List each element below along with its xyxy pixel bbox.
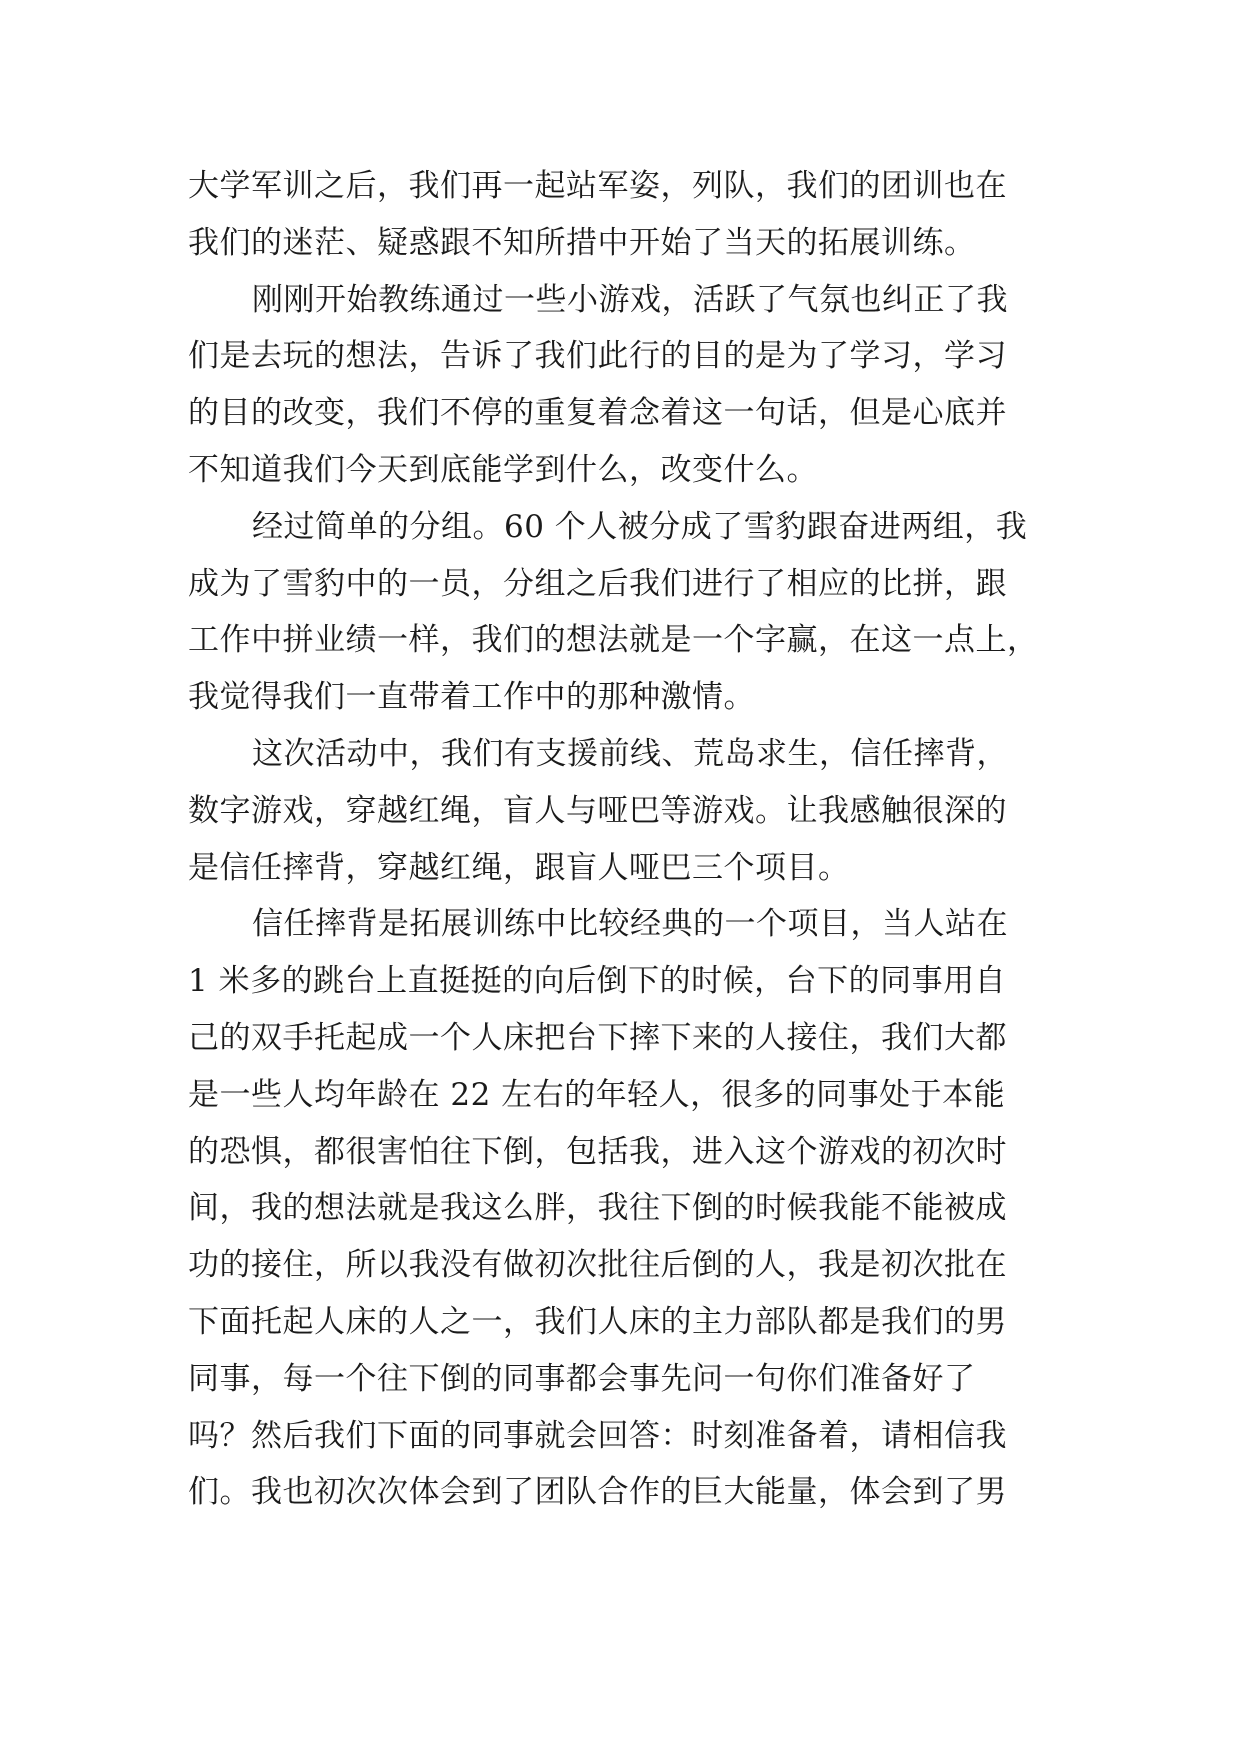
document-body	[188, 158, 1054, 1521]
text-line: 大学军训之后，我们再一起站军姿，列队，我们的团训也在	[188, 168, 1007, 204]
text-line: 功的接住，所以我没有做初次批往后倒的人，我是初次批在	[188, 1247, 1007, 1284]
text-line: 们是去玩的想法，告诉了我们此行的目的是为了学习，学习	[188, 338, 1007, 375]
text-line: 的目的改变，我们不停的重复着念着这一句话，但是心底并	[188, 395, 1007, 432]
text-line: 间，我的想法就是我这么胖，我往下倒的时候我能不能被成	[188, 1190, 1007, 1227]
text-line: 是信任摔背，穿越红绳，跟盲人哑巴三个项目。	[188, 849, 850, 886]
text-line: 的恐惧，都很害怕往下倒，包括我，进入这个游戏的初次时	[188, 1133, 1007, 1170]
text-line: 这次活动中，我们有支援前线、荒岛求生，信任摔背，	[252, 735, 1008, 772]
text-line: 吗？然后我们下面的同事就会回答：时刻准备着，请相信我	[188, 1417, 1007, 1454]
text-line: 数字游戏，穿越红绳，盲人与哑巴等游戏。让我感触很深的	[188, 792, 1007, 829]
text-line: 我觉得我们一直带着工作中的那种激情。	[188, 679, 755, 716]
text-line: 工作中拼业绩一样，我们的想法就是一个字赢，在这一点上，	[188, 622, 1039, 659]
text-line: 刚刚开始教练通过一些小游戏，活跃了气氛也纠正了我	[252, 281, 1008, 318]
text-line: 我们的迷茫、疑惑跟不知所措中开始了当天的拓展训练。	[188, 224, 976, 261]
text-line: 下面托起人床的人之一，我们人床的主力部队都是我们的男	[188, 1303, 1007, 1340]
text-line: 信任摔背是拓展训练中比较经典的一个项目，当人站在	[252, 906, 1008, 943]
text-line: 同事，每一个往下倒的同事都会事先问一句你们准备好了	[188, 1360, 976, 1397]
text-line: 是一些人均年龄在 22 左右的年轻人，很多的同事处于本能	[188, 1076, 1006, 1113]
text-line: 己的双手托起成一个人床把台下摔下来的人接住，我们大都	[188, 1019, 1007, 1056]
text-line: 经过简单的分组。60 个人被分成了雪豹跟奋进两组，我	[252, 508, 1028, 545]
text-line: 们。我也初次次体会到了团队合作的巨大能量，体会到了男	[188, 1474, 1007, 1511]
text-line: 成为了雪豹中的一员，分组之后我们进行了相应的比拼，跟	[188, 565, 1007, 602]
text-line: 不知道我们今天到底能学到什么，改变什么。	[188, 451, 818, 488]
text-line: 1 米多的跳台上直挺挺的向后倒下的时候，台下的同事用自	[188, 963, 1007, 1000]
